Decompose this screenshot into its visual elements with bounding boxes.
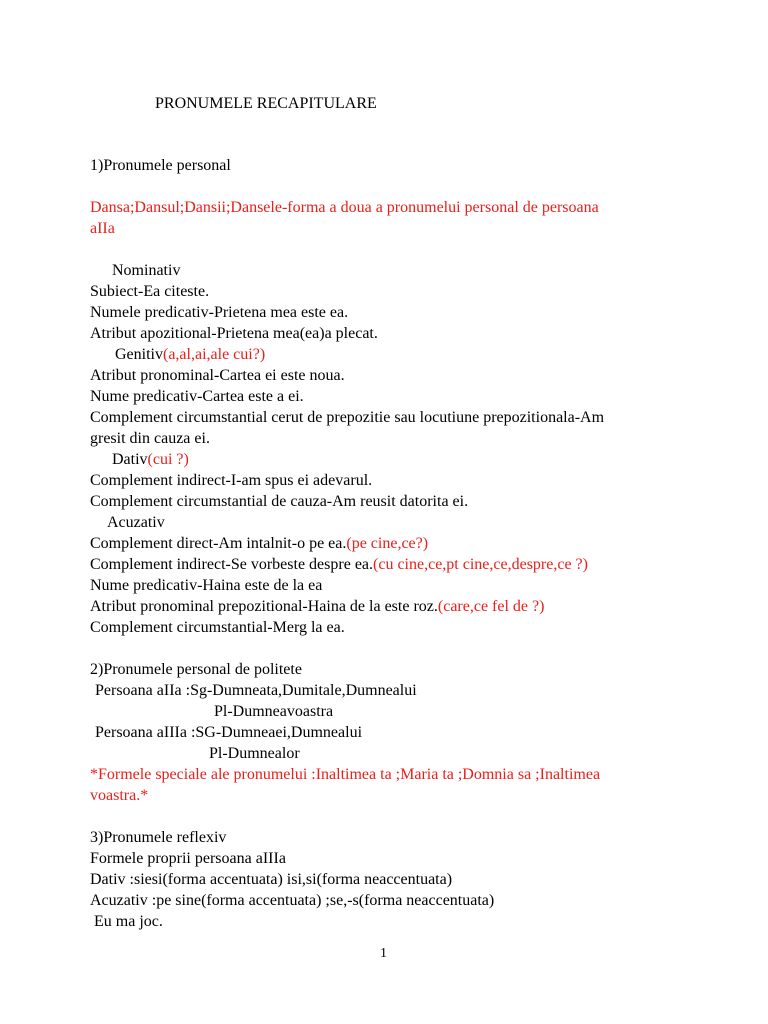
- text-line: Persoana aIIIa :SG-Dumneaei,Dumnealui: [95, 724, 363, 741]
- text-line: Atribut apozitional-Prietena mea(ea)a plecat.: [90, 325, 378, 342]
- text-line: Pl-Dumneavoastra: [214, 703, 334, 720]
- line-question: (pe cine,ce?): [346, 535, 429, 552]
- text-line: [90, 596, 544, 617]
- case-heading-dativ: [112, 449, 189, 470]
- text-line: Complement circumstantial de cauza-Am reusit datorita ei.: [90, 493, 469, 510]
- case-heading-acuzativ: Acuzativ: [107, 514, 165, 531]
- text-line: Formele proprii persoana aIIIa: [90, 850, 286, 867]
- text-line: Persoana aIIa :Sg-Dumneata,Dumitale,Dumnealui: [95, 682, 417, 699]
- text-line: Pl-Dumnealor: [209, 745, 300, 762]
- text-line: Atribut pronominal-Cartea ei este noua.: [90, 367, 345, 384]
- section-heading-personal: 1)Pronumele personal: [90, 157, 231, 174]
- text-line: Acuzativ :pe sine(forma accentuata) ;se,-s(forma neaccentuata): [90, 892, 495, 909]
- text-line: Nume predicativ-Haina este de la ea: [90, 577, 323, 594]
- text-line: Complement indirect-I-am spus ei adevarul.: [90, 472, 373, 489]
- red-note-line: aIIa: [90, 220, 115, 237]
- section-heading-politete: 2)Pronumele personal de politete: [90, 661, 302, 678]
- red-note-line: voastra.*: [90, 787, 149, 804]
- text-line: Nume predicativ-Cartea este a ei.: [90, 388, 304, 405]
- text-line: Dativ :siesi(forma accentuata) isi,si(forma neaccentuata): [90, 871, 453, 888]
- case-heading-nominativ: Nominativ: [112, 262, 181, 279]
- section-heading-reflexiv: 3)Pronumele reflexiv: [90, 829, 227, 846]
- text-line: Complement circumstantial-Merg la ea.: [90, 619, 345, 636]
- text-line: Numele predicativ-Prietena mea este ea.: [90, 304, 349, 321]
- line-question: (cu cine,ce,pt cine,ce,despre,ce ?): [373, 556, 588, 573]
- text-line: Eu ma joc.: [94, 913, 163, 930]
- text-line: Subiect-Ea citeste.: [90, 283, 210, 300]
- case-question: (cui ?): [147, 451, 189, 468]
- line-text: Atribut pronominal prepozitional-Haina de la este roz.: [90, 598, 438, 615]
- line-question: (care,ce fel de ?): [437, 598, 545, 615]
- line-text: Complement direct-Am intalnit-o pe ea.: [90, 535, 347, 552]
- case-label: Genitiv: [115, 346, 163, 363]
- case-heading-genitiv: [115, 344, 265, 365]
- line-text: Complement indirect-Se vorbeste despre ea.: [90, 556, 374, 573]
- red-note-line: Dansa;Dansul;Dansii;Dansele-forma a doua a pronumelui personal de persoana: [90, 199, 599, 216]
- page-title: PRONUMELE RECAPITULARE: [155, 95, 377, 112]
- case-label: Dativ: [112, 451, 148, 468]
- text-line: gresit din cauza ei.: [90, 430, 210, 447]
- text-line: Complement circumstantial cerut de prepozitie sau locutiune prepozitionala-Am: [90, 409, 605, 426]
- case-question: (a,al,ai,ale cui?): [163, 346, 266, 363]
- text-line: [90, 554, 588, 575]
- page-number: 1: [380, 946, 387, 961]
- text-line: [90, 533, 428, 554]
- red-note-line: *Formele speciale ale pronumelui :Inaltimea ta ;Maria ta ;Domnia sa ;Inaltimea: [90, 766, 601, 783]
